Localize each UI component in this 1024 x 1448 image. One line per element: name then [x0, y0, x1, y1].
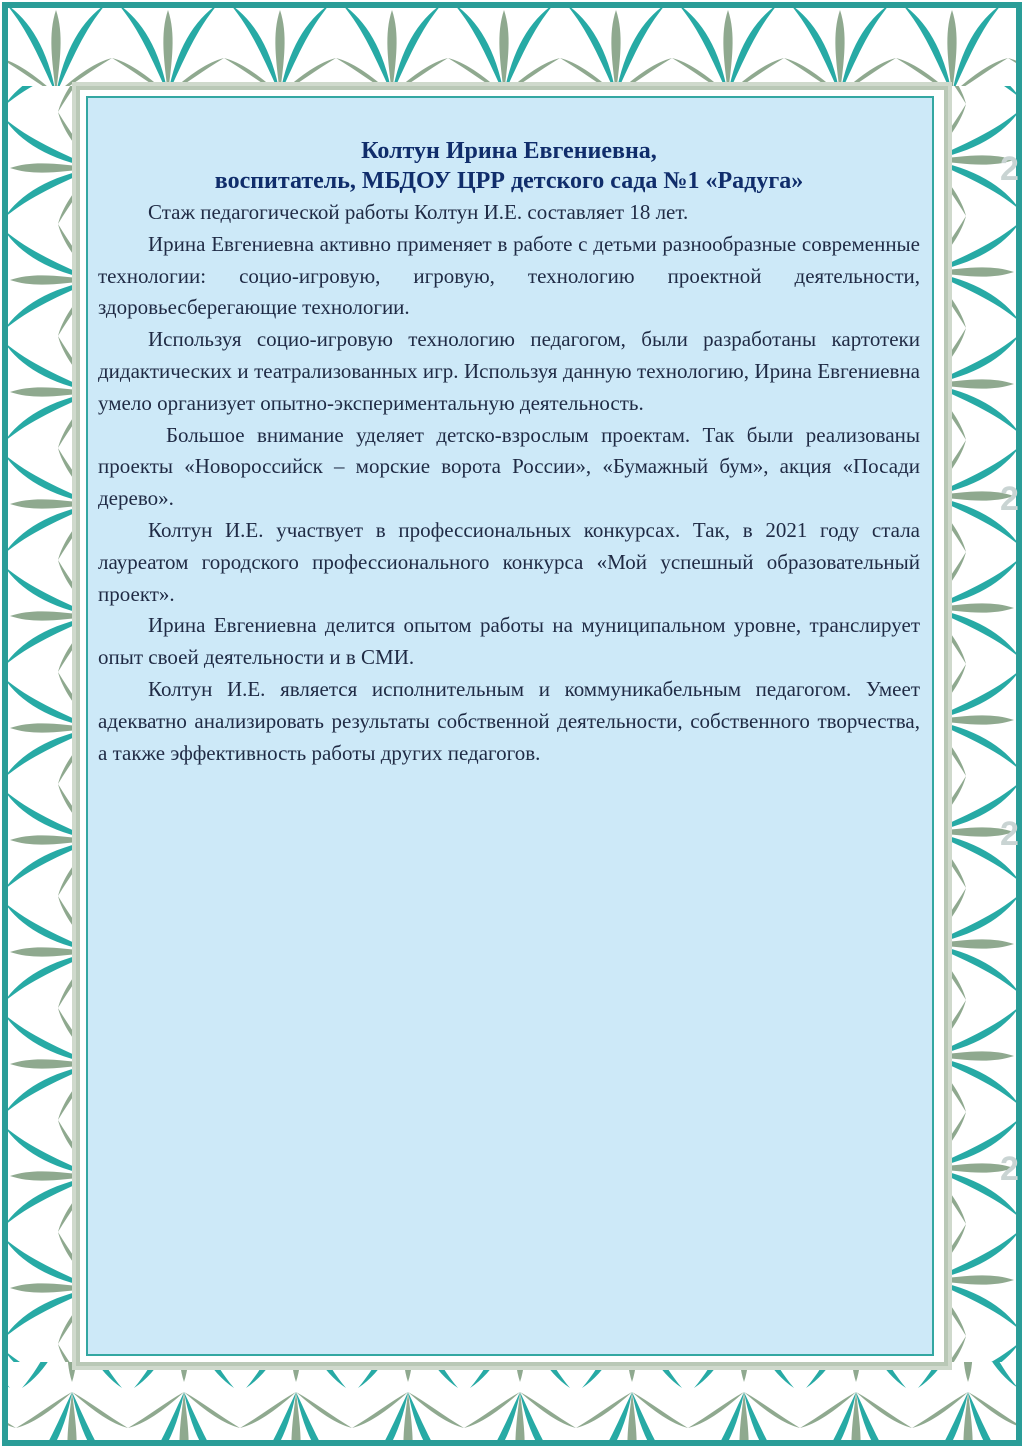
watermark-text: 2 — [1000, 815, 1021, 853]
document-body — [98, 136, 920, 769]
paragraph-qualities: Колтун И.Е. является исполнительным и коммуникабельным педагогом. Умеет адекватно анализировать результаты собственной деятельности, собственного творчества, а также эффективность работы других педагогов. — [98, 676, 920, 765]
page-subtitle: воспитатель, МБДОУ ЦРР детского сада №1 «Радуга» — [214, 168, 804, 194]
paragraph-technologies: Ирина Евгениевна активно применяет в работе с детьми разнообразные современные технологии: социо-игровую, игровую, технологию проектной деятельности, здоровьесберегающие технологии. — [98, 231, 920, 320]
watermark-text: 2 — [1000, 150, 1021, 188]
paragraph-projects: Большое внимание уделяет детско-взрослым проектам. Так были реализованы проекты «Новороссийск – морские ворота России», «Бумажный бум», акция «Посади дерево». — [98, 422, 920, 511]
paragraph-experience-sharing: Ирина Евгениевна делится опытом работы на муниципальном уровне, транслирует опыт своей деятельности и в СМИ. — [98, 613, 920, 670]
watermark-text: 2 — [1000, 1150, 1021, 1188]
watermark-text: 2 — [1000, 480, 1021, 518]
page-title: Колтун Ирина Евгениевна, — [361, 138, 657, 164]
paragraph-experience: Стаж педагогической работы Колтун И.Е. составляет 18 лет. — [148, 200, 689, 224]
paragraph-games: Используя социо-игровую технологию педагогом, были разработаны картотеки дидактических и театрализованных игр. Используя данную технологию, Ирина Евгениевна умело организует опытно-экспериментальную деятельность. — [98, 327, 920, 415]
paragraph-contests: Колтун И.Е. участвует в профессиональных конкурсах. Так, в 2021 году стала лауреатом городского профессионального конкурса «Мой успешный образовательный проект». — [98, 517, 920, 606]
